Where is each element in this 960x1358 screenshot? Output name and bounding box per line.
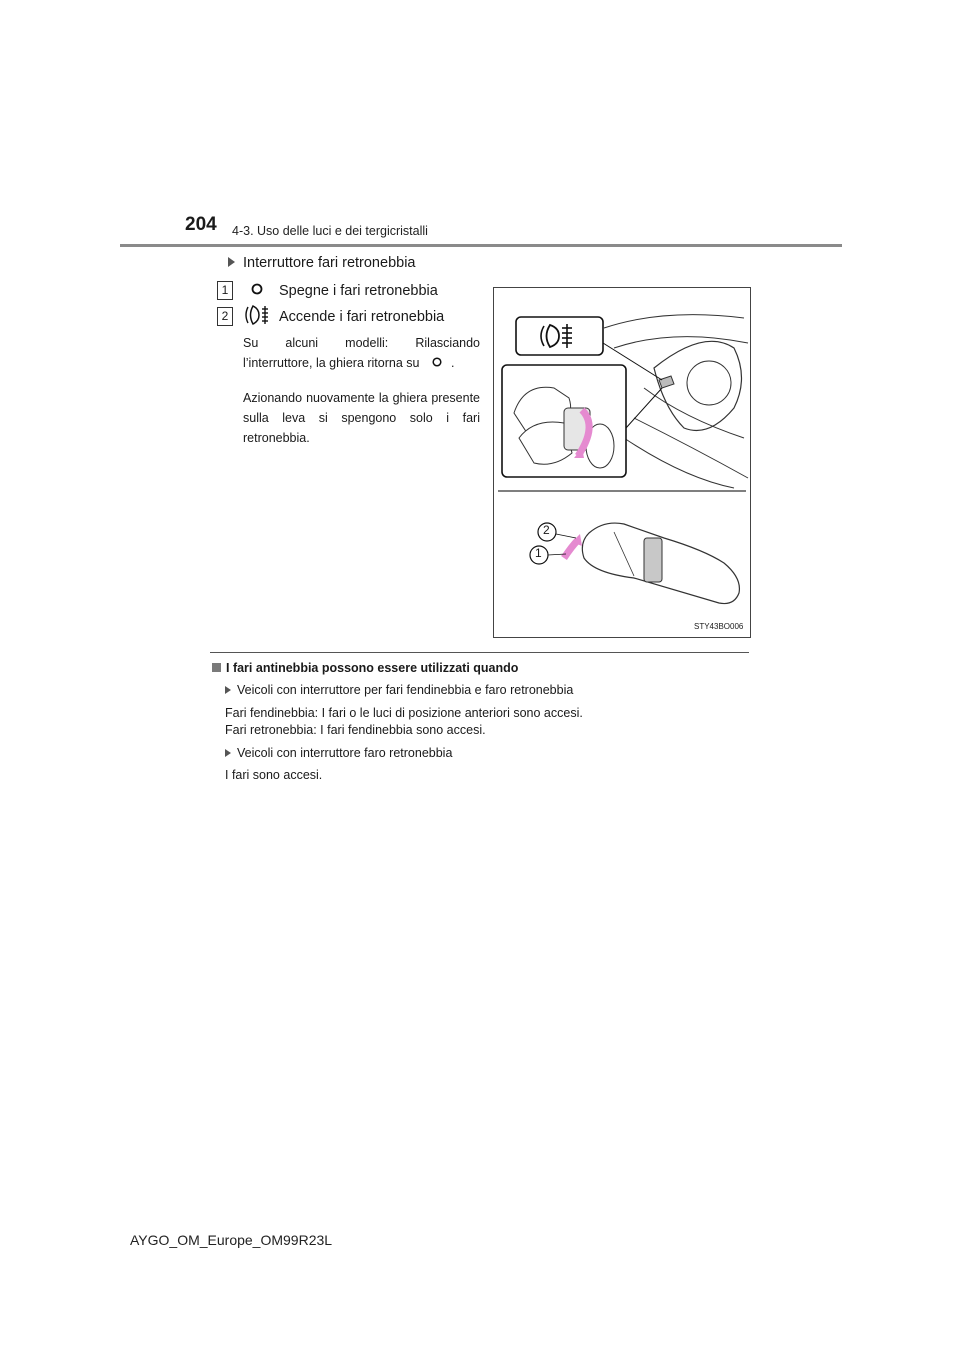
triangle-bullet-icon [225,686,231,694]
item-number-2: 2 [217,307,233,326]
off-circle-icon [250,282,264,296]
header-divider [120,244,842,247]
square-bullet-icon [212,663,221,672]
note-text-1b: Fari retronebbia: I fari fendinebbia sono accesi. [225,723,486,737]
steering-column-drawing [494,288,750,637]
note-divider [210,652,749,653]
note-title: I fari antinebbia possono essere utilizzati quando [212,661,518,675]
paragraph-rotate-again: Azionando nuovamente la ghiera presente sulla leva si spengono solo i fari retronebbia. [243,391,480,445]
off-circle-icon [431,356,443,368]
figure-callout-2: 2 [543,523,550,537]
page-number: 204 [185,214,217,235]
note-bullet-1: Veicoli con interruttore per fari fendinebbia e faro retronebbia [225,683,573,697]
note-text-1a: Fari fendinebbia: I fari o le luci di posizione anteriori sono accesi. [225,706,583,720]
note-bullet-2: Veicoli con interruttore faro retronebbia [225,746,452,760]
figure-callout-1: 1 [535,546,542,560]
paragraph-release: Su alcuni modelli: Rilasciando l’interruttore, la ghiera ritorna su . [243,336,480,370]
fog-switch-illustration [493,287,751,638]
item-label-on: Accende i fari retronebbia [279,309,445,325]
triangle-bullet-icon [225,749,231,757]
triangle-bullet-icon [228,257,235,267]
item-number-1: 1 [217,281,233,300]
item-label-off: Spegne i fari retronebbia [279,283,438,299]
figure-code: STY43BO006 [694,622,744,631]
fog-switch-heading: Interruttore fari retronebbia [228,255,415,271]
footer-doc-id: AYGO_OM_Europe_OM99R23L [130,1232,333,1248]
note-text-2: I fari sono accesi. [225,768,323,782]
section-title: 4-3. Uso delle luci e dei tergicristalli [232,224,428,238]
rear-fog-light-icon [244,304,270,326]
